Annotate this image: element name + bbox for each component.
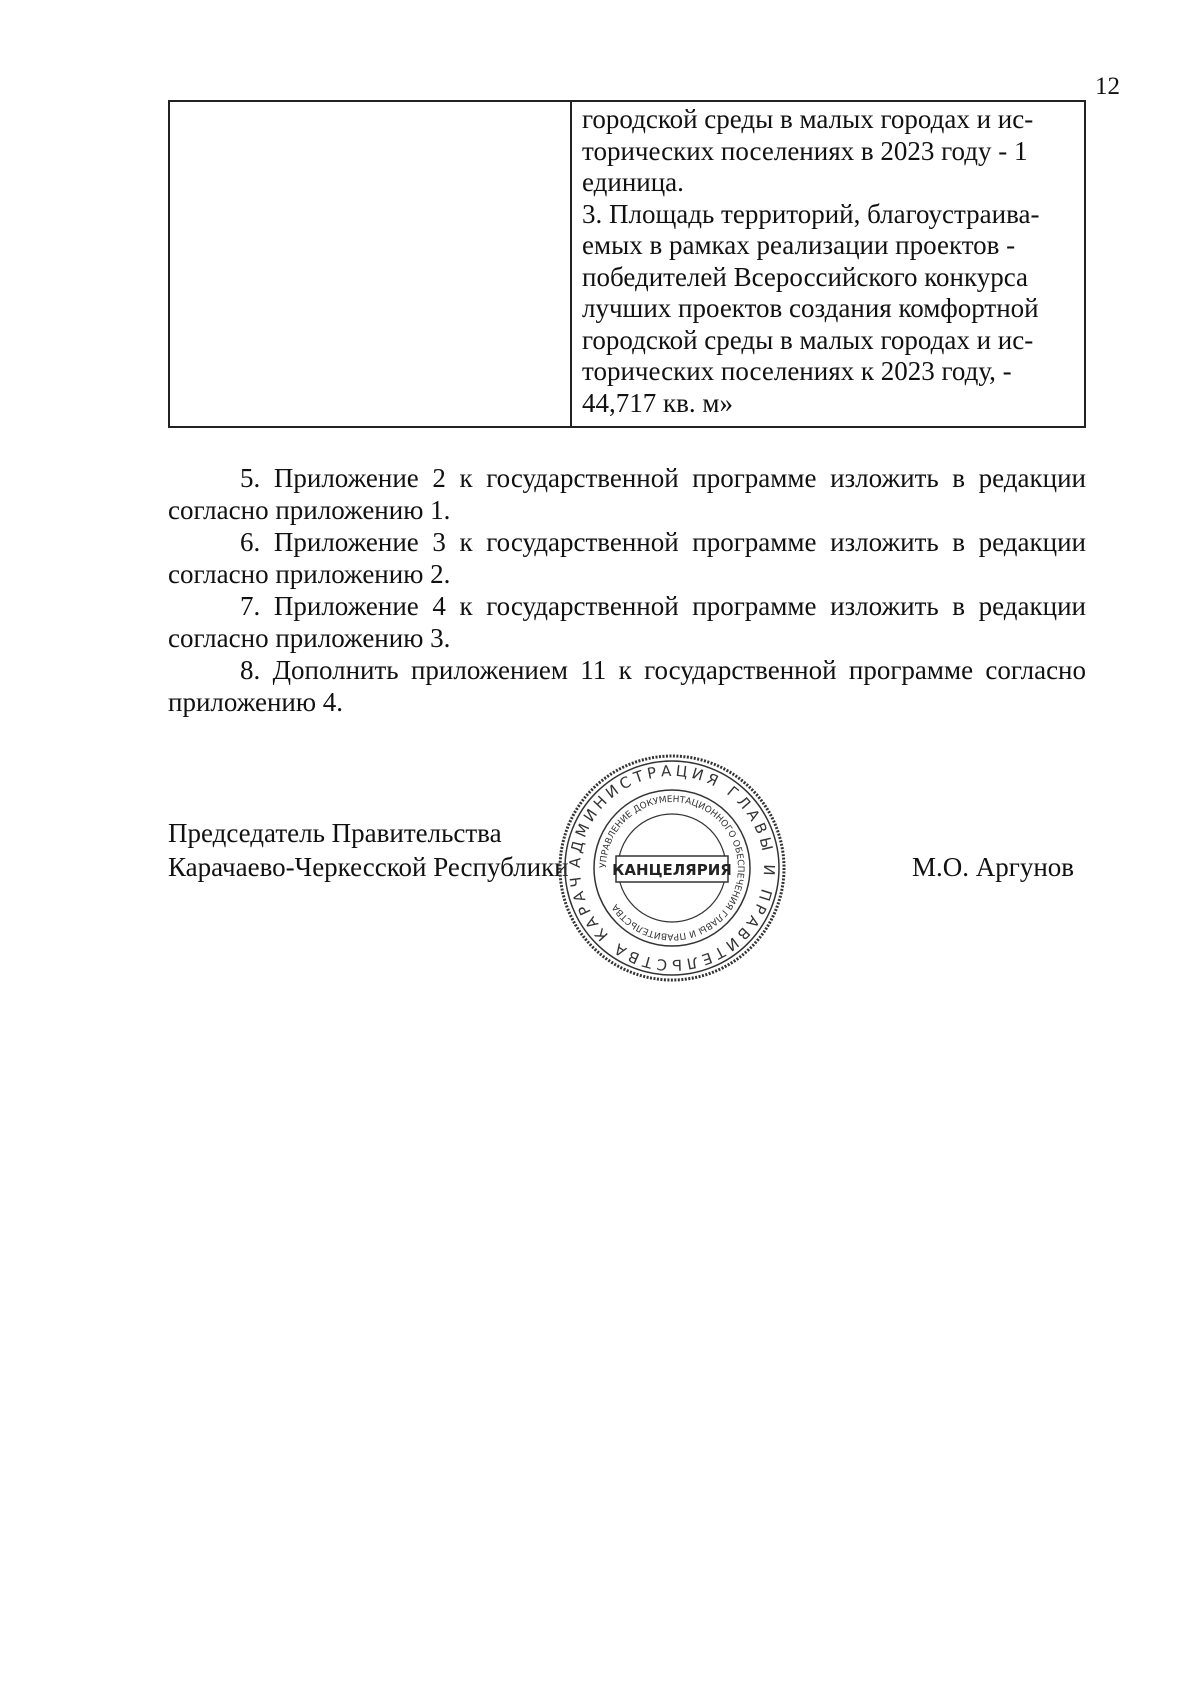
paragraph-line: 8. Дополнить приложением 11 к государственной программе согласно: [240, 655, 1086, 685]
table-cell-line: победителей Всероссийского конкурса: [582, 261, 1029, 292]
table-cell-line: лучших проектов создания комфортной: [582, 293, 1039, 323]
official-seal: [556, 752, 788, 984]
seal-icon: [556, 752, 788, 984]
table-cell-line: 44,717 кв. м»: [582, 387, 733, 418]
paragraph-item-7: [168, 590, 1086, 654]
paragraph-line: 6. Приложение 3 к государственной программе изложить в редакции: [240, 527, 1086, 557]
page-number: 12: [1095, 73, 1120, 100]
paragraph-item-8: [168, 654, 1086, 718]
table-cell-line: торических поселениях в 2023 году - 1: [582, 135, 1028, 166]
table-right-cell: [582, 104, 1078, 419]
table-column-divider: [570, 102, 572, 426]
paragraph-line: согласно приложению 1.: [168, 495, 451, 525]
paragraph-item-6: [168, 526, 1086, 590]
paragraph-item-5: [168, 462, 1086, 526]
seal-outer-text: АДМИНИСТРАЦИЯ ГЛАВЫ И ПРАВИТЕЛЬСТВА КАРАЧ: [565, 761, 779, 975]
signatory-name: М.О. Аргунов: [912, 852, 1075, 882]
table-cell-line: торических поселениях к 2023 году, -: [582, 356, 1012, 386]
table-cell-line: единица.: [582, 167, 684, 197]
paragraph-line: приложению 4.: [168, 687, 344, 717]
table-cell-line: городской среды в малых городах и ис-: [582, 324, 1034, 355]
signatory-position-line: Карачаево-Черкесской Республики: [168, 852, 569, 882]
document-body: [168, 462, 1086, 718]
paragraph-line: 7. Приложение 4 к государственной программе изложить в редакции: [240, 591, 1086, 621]
seal-center-text: КАНЦЕЛЯРИЯ: [612, 861, 732, 879]
table-cell-line: 3. Площадь территорий, благоустраива-: [582, 198, 1040, 229]
table-cell-line: городской среды в малых городах и ис-: [582, 104, 1034, 134]
paragraph-line: согласно приложению 2.: [168, 559, 451, 589]
program-table: [168, 100, 1086, 428]
paragraph-line: согласно приложению 3.: [168, 623, 451, 653]
signatory-position: [168, 816, 569, 884]
table-cell-line: емых в рамках реализации проектов -: [582, 230, 1016, 260]
signatory-position-line: Председатель Правительства: [168, 818, 502, 848]
paragraph-line: 5. Приложение 2 к государственной программе изложить в редакции: [240, 463, 1086, 493]
seal-inner-text: УПРАВЛЕНИЕ ДОКУМЕНТАЦИОННОГО ОБЕСПЕЧЕНИЯ ГЛАВЫ И ПРАВИТЕЛЬСТВА: [598, 794, 746, 942]
